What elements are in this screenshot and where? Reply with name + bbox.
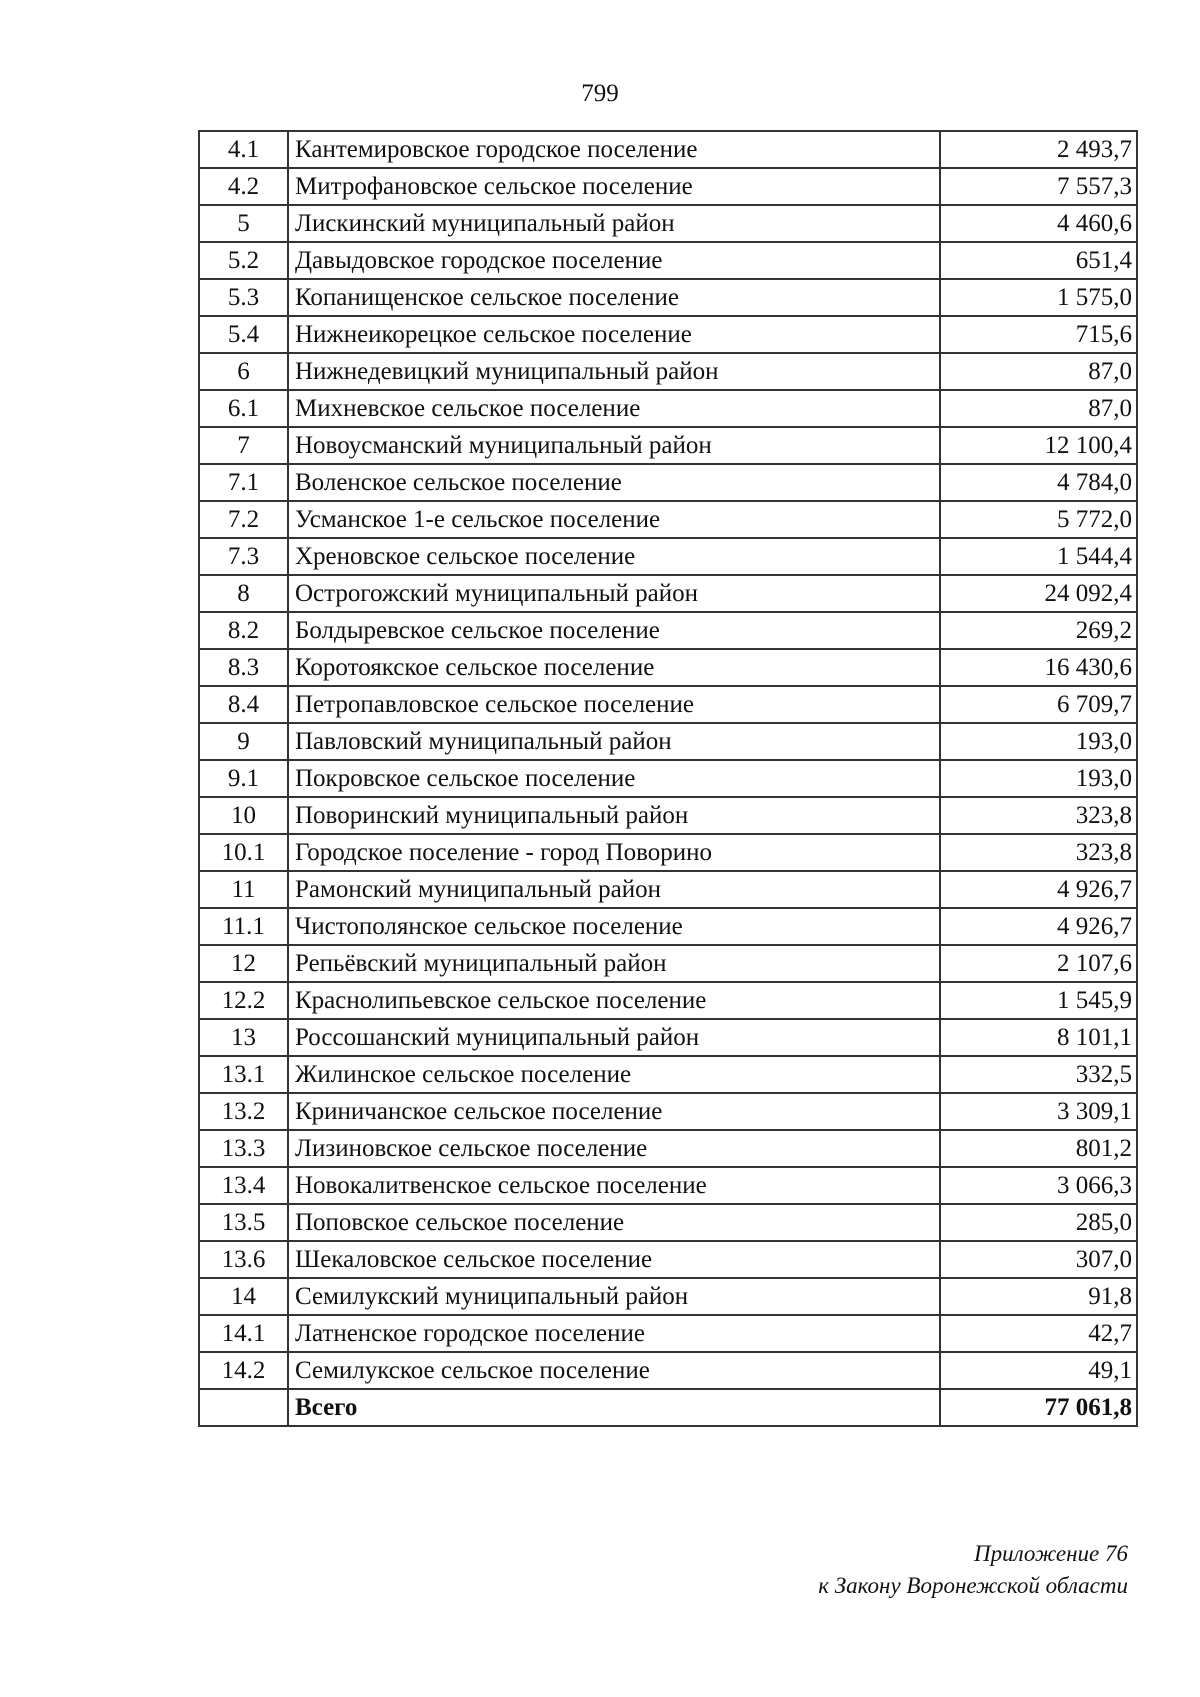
row-name: Криничанское сельское поселение (288, 1093, 940, 1130)
table-row (199, 1093, 1137, 1130)
table-row (199, 1130, 1137, 1167)
table-row (199, 205, 1137, 242)
row-value: 87,0 (940, 390, 1137, 427)
row-number: 13.5 (199, 1204, 288, 1241)
row-name: Хреновское сельское поселение (288, 538, 940, 575)
row-number: 13 (199, 1019, 288, 1056)
row-name: Поповское сельское поселение (288, 1204, 940, 1241)
row-number: 8.4 (199, 686, 288, 723)
row-name: Покровское сельское поселение (288, 760, 940, 797)
row-number: 10 (199, 797, 288, 834)
table-row (199, 908, 1137, 945)
table-row (199, 353, 1137, 390)
row-name: Семилукский муниципальный район (288, 1278, 940, 1315)
table-row (199, 464, 1137, 501)
table-row (199, 834, 1137, 871)
row-name: Поворинский муниципальный район (288, 797, 940, 834)
table-row (199, 649, 1137, 686)
table-row (199, 760, 1137, 797)
row-value: 801,2 (940, 1130, 1137, 1167)
row-number: 5 (199, 205, 288, 242)
table-row (199, 797, 1137, 834)
row-name: Копанищенское сельское поселение (288, 279, 940, 316)
row-name: Усманское 1-е сельское поселение (288, 501, 940, 538)
row-number: 11.1 (199, 908, 288, 945)
table-row (199, 686, 1137, 723)
table-row (199, 501, 1137, 538)
row-name: Петропавловское сельское поселение (288, 686, 940, 723)
allocation-table (198, 130, 1138, 1427)
table-row (199, 871, 1137, 908)
row-name: Болдыревское сельское поселение (288, 612, 940, 649)
appendix-title: Приложение 76 (973, 1541, 1128, 1566)
row-name: Новоусманский муниципальный район (288, 427, 940, 464)
row-value: 323,8 (940, 797, 1137, 834)
row-value: 323,8 (940, 834, 1137, 871)
row-name: Воленское сельское поселение (288, 464, 940, 501)
row-name: Лизиновское сельское поселение (288, 1130, 940, 1167)
table-row (199, 982, 1137, 1019)
table-row (199, 1352, 1137, 1389)
row-number: 5.2 (199, 242, 288, 279)
table-row (199, 723, 1137, 760)
table-row (199, 1315, 1137, 1352)
table-row (199, 131, 1137, 168)
row-name: Коротоякское сельское поселение (288, 649, 940, 686)
row-value: 7 557,3 (940, 168, 1137, 205)
row-name: Новокалитвенское сельское поселение (288, 1167, 940, 1204)
table-row (199, 575, 1137, 612)
table-row (199, 316, 1137, 353)
row-name: Репьёвский муниципальный район (288, 945, 940, 982)
row-number: 7.1 (199, 464, 288, 501)
row-number: 8.2 (199, 612, 288, 649)
row-number: 13.6 (199, 1241, 288, 1278)
row-value: 4 926,7 (940, 871, 1137, 908)
row-number: 14.2 (199, 1352, 288, 1389)
row-number: 13.1 (199, 1056, 288, 1093)
table-row (199, 1167, 1137, 1204)
row-number: 9 (199, 723, 288, 760)
row-number: 4.2 (199, 168, 288, 205)
table-row (199, 945, 1137, 982)
row-value: 332,5 (940, 1056, 1137, 1093)
row-number: 13.3 (199, 1130, 288, 1167)
row-number: 6 (199, 353, 288, 390)
row-value: 24 092,4 (940, 575, 1137, 612)
row-value: 16 430,6 (940, 649, 1137, 686)
table-row (199, 1241, 1137, 1278)
table-row (199, 279, 1137, 316)
table-row (199, 1056, 1137, 1093)
row-name: Давыдовское городское поселение (288, 242, 940, 279)
row-name: Чистополянское сельское поселение (288, 908, 940, 945)
row-value: 4 460,6 (940, 205, 1137, 242)
row-number: 5.3 (199, 279, 288, 316)
row-number: 9.1 (199, 760, 288, 797)
row-name: Нижнедевицкий муниципальный район (288, 353, 940, 390)
row-number: 7.3 (199, 538, 288, 575)
row-name: Шекаловское сельское поселение (288, 1241, 940, 1278)
row-name: Острогожский муниципальный район (288, 575, 940, 612)
table-body (199, 131, 1137, 1426)
row-value: 6 709,7 (940, 686, 1137, 723)
row-name: Городское поселение - город Поворино (288, 834, 940, 871)
page-number: 799 (581, 80, 619, 107)
row-value: 12 100,4 (940, 427, 1137, 464)
table-row (199, 390, 1137, 427)
row-number: 12 (199, 945, 288, 982)
row-value: 5 772,0 (940, 501, 1137, 538)
row-name: Всего (288, 1389, 940, 1426)
table-row (199, 1019, 1137, 1056)
row-value: 87,0 (940, 353, 1137, 390)
row-value: 285,0 (940, 1204, 1137, 1241)
row-name: Павловский муниципальный район (288, 723, 940, 760)
table-row (199, 1278, 1137, 1315)
table-row (199, 612, 1137, 649)
row-value: 42,7 (940, 1315, 1137, 1352)
row-name: Латненское городское поселение (288, 1315, 940, 1352)
row-value: 4 926,7 (940, 908, 1137, 945)
total-row (199, 1389, 1137, 1426)
row-value: 307,0 (940, 1241, 1137, 1278)
appendix-note (818, 1538, 1128, 1602)
row-number: 7.2 (199, 501, 288, 538)
row-name: Жилинское сельское поселение (288, 1056, 940, 1093)
row-number: 4.1 (199, 131, 288, 168)
row-number: 6.1 (199, 390, 288, 427)
table-row (199, 1204, 1137, 1241)
row-value: 651,4 (940, 242, 1137, 279)
row-number: 8.3 (199, 649, 288, 686)
table-row (199, 168, 1137, 205)
row-name: Лискинский муниципальный район (288, 205, 940, 242)
row-value: 1 545,9 (940, 982, 1137, 1019)
row-name: Рамонский муниципальный район (288, 871, 940, 908)
row-number: 13.4 (199, 1167, 288, 1204)
row-number: 14.1 (199, 1315, 288, 1352)
row-value: 1 544,4 (940, 538, 1137, 575)
table-row (199, 538, 1137, 575)
row-value: 77 061,8 (940, 1389, 1137, 1426)
row-number: 12.2 (199, 982, 288, 1019)
row-name: Россошанский муниципальный район (288, 1019, 940, 1056)
row-value: 8 101,1 (940, 1019, 1137, 1056)
row-number (199, 1389, 288, 1426)
row-value: 3 066,3 (940, 1167, 1137, 1204)
row-value: 193,0 (940, 723, 1137, 760)
row-value: 49,1 (940, 1352, 1137, 1389)
row-value: 2 107,6 (940, 945, 1137, 982)
row-number: 7 (199, 427, 288, 464)
row-value: 269,2 (940, 612, 1137, 649)
row-value: 1 575,0 (940, 279, 1137, 316)
row-name: Кантемировское городское поселение (288, 131, 940, 168)
row-name: Краснолипьевское сельское поселение (288, 982, 940, 1019)
row-value: 715,6 (940, 316, 1137, 353)
row-number: 8 (199, 575, 288, 612)
table-row (199, 427, 1137, 464)
row-value: 2 493,7 (940, 131, 1137, 168)
row-value: 3 309,1 (940, 1093, 1137, 1130)
table-row (199, 242, 1137, 279)
row-number: 14 (199, 1278, 288, 1315)
row-value: 193,0 (940, 760, 1137, 797)
row-number: 10.1 (199, 834, 288, 871)
row-value: 4 784,0 (940, 464, 1137, 501)
row-number: 5.4 (199, 316, 288, 353)
row-number: 11 (199, 871, 288, 908)
row-number: 13.2 (199, 1093, 288, 1130)
appendix-subtitle: к Закону Воронежской области (818, 1573, 1128, 1598)
row-name: Митрофановское сельское поселение (288, 168, 940, 205)
row-value: 91,8 (940, 1278, 1137, 1315)
row-name: Семилукское сельское поселение (288, 1352, 940, 1389)
row-name: Михневское сельское поселение (288, 390, 940, 427)
row-name: Нижнеикорецкое сельское поселение (288, 316, 940, 353)
